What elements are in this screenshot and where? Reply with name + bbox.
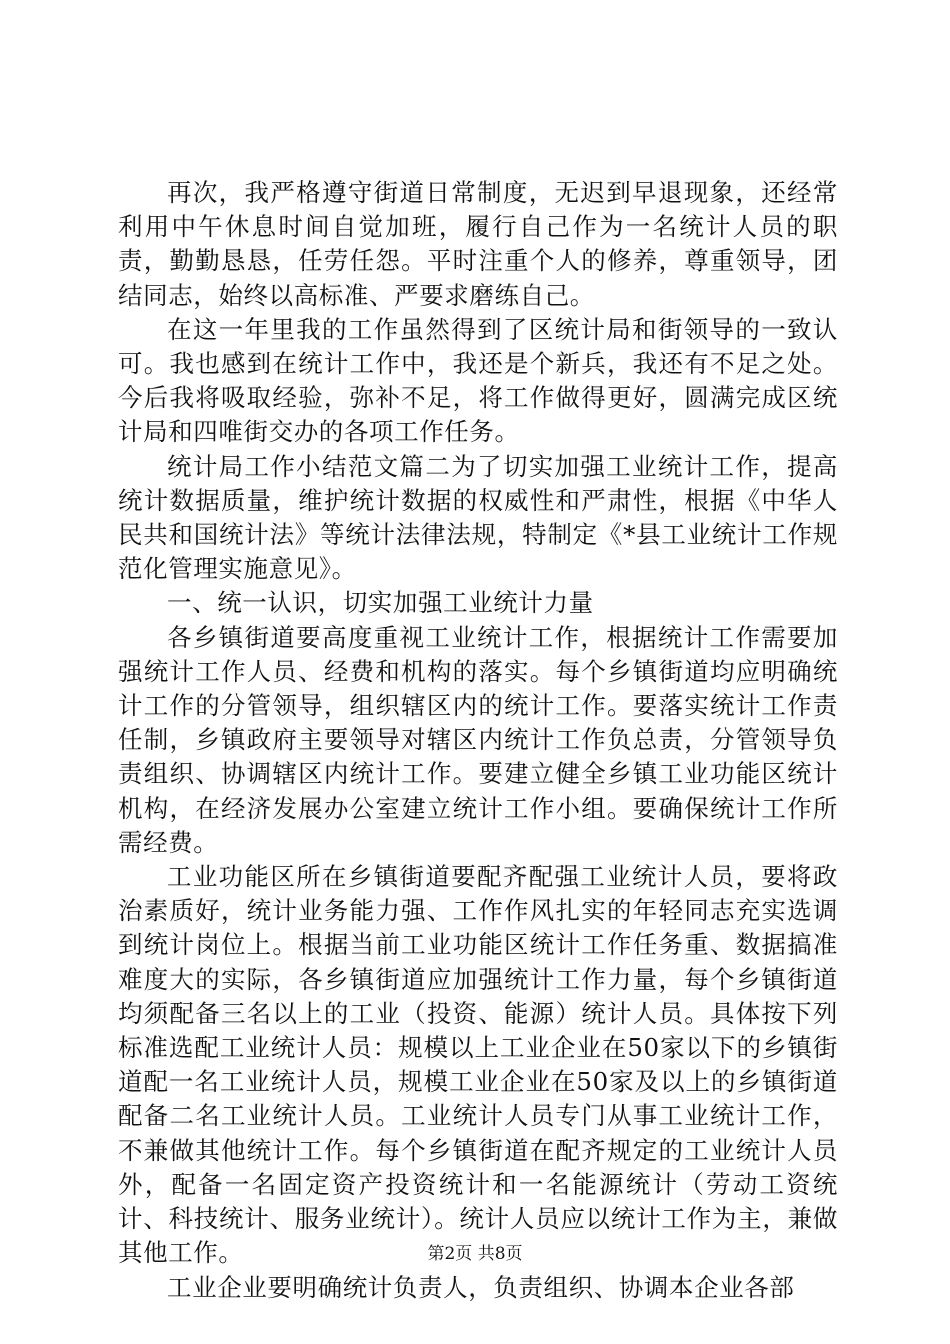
paragraph: 再次，我严格遵守街道日常制度，无迟到早退现象，还经常利用中午休息时间自觉加班，履行自己作为一名统计人员的职责，勤勤恳恳，任劳任怨。平时注重个人的修养，尊重领导，团结同志，始终以高标准、严要求磨练自己。 [118,178,838,310]
paragraph: 各乡镇街道要高度重视工业统计工作，根据统计工作需要加强统计工作人员、经费和机构的落实。每个乡镇街道均应明确统计工作的分管领导，组织辖区内的统计工作。要落实统计工作责任制，乡镇政府主要领导对辖区内统计工作负总责，分管领导负责组织、协调辖区内统计工作。要建立健全乡镇工业功能区统计机构，在经济发展办公室建立统计工作小组。要确保统计工作所需经费。 [118,622,838,857]
section-heading: 一、统一认识，切实加强工业统计力量 [167,588,594,618]
page-footer: 第2页 共8页 [427,1244,523,1264]
paragraph: 统计局工作小结范文篇二为了切实加强工业统计工作，提高统计数据质量，维护统计数据的权威性和严肃性，根据《中华人民共和国统计法》等统计法律法规，特制定《*县工业统计工作规范化管理实施意见》。 [118,451,838,584]
paragraph: 在这一年里我的工作虽然得到了区统计局和街领导的一致认可。我也感到在统计工作中，我还是个新兵，我还有不足之处。今后我将吸取经验，弥补不足，将工作做得更好，圆满完成区统计局和四唯街交办的各项工作任务。 [118,314,838,447]
paragraph: 工业功能区所在乡镇街道要配齐配强工业统计人员，要将政治素质好，统计业务能力强、工作作风扎实的年轻同志充实选调到统计岗位上。根据当前工业功能区统计工作任务重、数据搞准难度大的实际，各乡镇街道应加强统计工作力量，每个乡镇街道均须配备三名以上的工业（投资、能源）统计人员。具体按下列标准选配工业统计人员：规模以上工业企业在50家以下的乡镇街道配一名工业统计人员，规模工业企业在50家及以上的乡镇街道配备二名工业统计人员。工业统计人员专门从事工业统计工作，不兼做其他统计工作。每个乡镇街道在配齐规定的工业统计人员外，配备一名固定资产投资统计和一名能源统计（劳动工资统计、科技统计、服务业统计）。统计人员应以统计工作为主，兼做其他工作。 [118,862,838,1268]
document-body [118,176,838,1305]
paragraph: 工业企业要明确统计负责人，负责组织、协调本企业各部 [167,1272,795,1302]
